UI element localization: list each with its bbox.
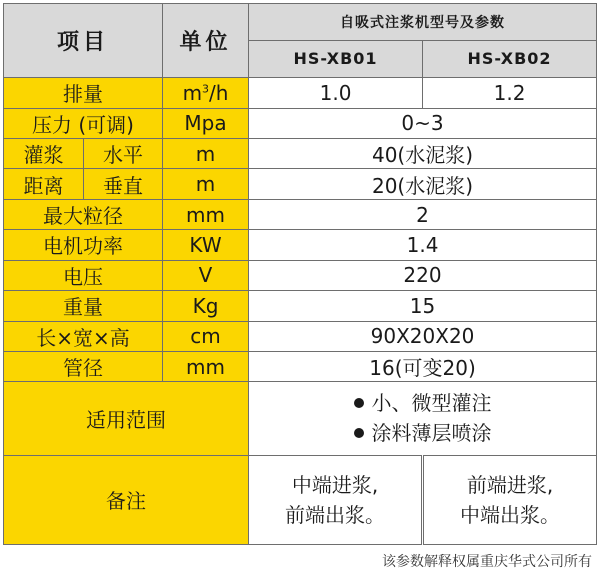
- value-pipe: 16(可变20): [249, 352, 597, 382]
- row-unit-weight: Kg: [163, 291, 249, 321]
- value-pressure: 0~3: [249, 108, 597, 138]
- value-dimensions: 90X20X20: [249, 321, 597, 351]
- row-label-particle: 最大粒径: [4, 199, 163, 229]
- footnote: 该参数解释权属重庆华式公司所有: [382, 554, 592, 570]
- header-group-title: 自吸式注浆机型号及参数: [249, 4, 597, 41]
- grout-group-b: 距离: [4, 169, 84, 199]
- value-displacement-b: 1.2: [423, 78, 597, 108]
- row-unit-dimensions: cm: [163, 321, 249, 351]
- header-item: 项目: [4, 4, 163, 78]
- value-voltage: 220: [249, 260, 597, 290]
- value-horizontal: 40(水泥浆): [249, 138, 597, 168]
- bullet-dot-icon: [354, 398, 364, 408]
- row-unit-horizontal: m: [163, 138, 249, 168]
- row-label-horizontal: 水平: [84, 138, 163, 168]
- row-label-vertical: 垂直: [84, 169, 163, 199]
- row-label-remarks: 备注: [4, 455, 249, 544]
- scope-item-2: 涂料薄层喷涂: [249, 418, 596, 448]
- spec-table: [3, 3, 597, 545]
- row-unit-pipe: mm: [163, 352, 249, 382]
- bullet-dot-icon: [354, 428, 364, 438]
- header-model-a: HS-XB01: [249, 40, 423, 78]
- row-unit-pressure: Mpa: [163, 108, 249, 138]
- value-weight: 15: [249, 291, 597, 321]
- row-unit-vertical: m: [163, 169, 249, 199]
- scope-item-1: 小、微型灌注: [249, 388, 596, 418]
- row-label-pressure: 压力 (可调): [4, 108, 163, 138]
- value-remarks-a: 中端进浆, 前端出浆。: [249, 455, 423, 544]
- row-unit-power: KW: [163, 230, 249, 260]
- value-power: 1.4: [249, 230, 597, 260]
- row-label-power: 电机功率: [4, 230, 163, 260]
- row-label-pipe: 管径: [4, 352, 163, 382]
- row-label-scope: 适用范围: [4, 382, 249, 455]
- value-scope: [249, 382, 597, 455]
- row-unit-displacement: $m^3/h$: [163, 78, 249, 108]
- header-model-b: HS-XB02: [423, 40, 597, 78]
- row-label-weight: 重量: [4, 291, 163, 321]
- row-unit-voltage: V: [163, 260, 249, 290]
- value-vertical: 20(水泥浆): [249, 169, 597, 199]
- row-label-dimensions: 长×宽×高: [4, 321, 163, 351]
- row-label-displacement: 排量: [4, 78, 163, 108]
- value-displacement-a: 1.0: [249, 78, 423, 108]
- value-remarks-b: 前端进浆, 中端出浆。: [423, 455, 597, 544]
- row-unit-particle: mm: [163, 199, 249, 229]
- value-particle: 2: [249, 199, 597, 229]
- grout-group-a: 灌浆: [4, 138, 84, 168]
- header-unit: 单位: [163, 4, 249, 78]
- row-label-voltage: 电压: [4, 260, 163, 290]
